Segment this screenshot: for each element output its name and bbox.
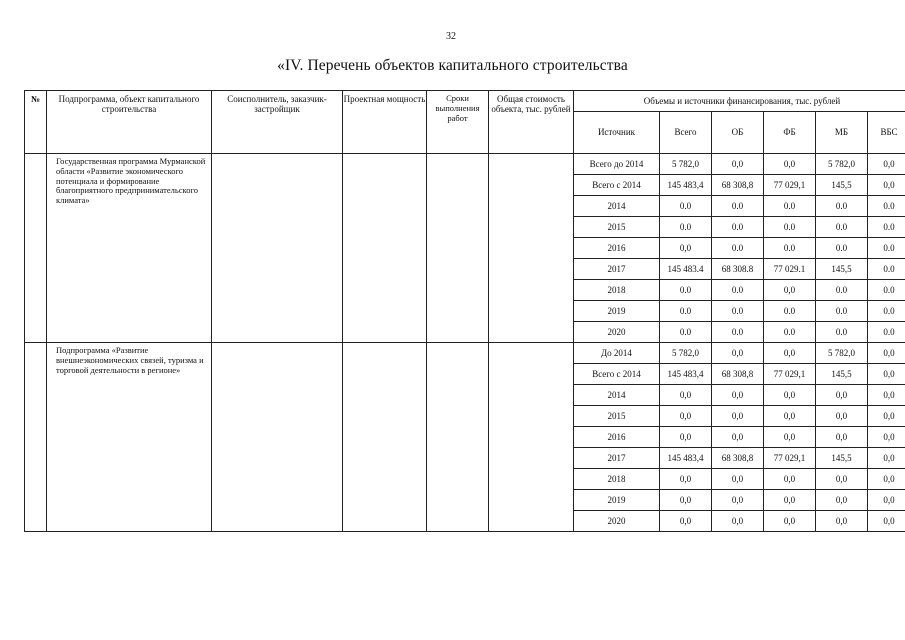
total-cell: 145 483,4 (660, 175, 712, 196)
subheader-vbs: ВБС (868, 112, 905, 154)
header-num: № (25, 91, 47, 154)
vbs-cell: 0.0 (868, 259, 905, 280)
header-capacity: Проектная мощность (343, 91, 427, 154)
row-number-cell (25, 154, 47, 343)
vbs-cell: 0,0 (868, 490, 905, 511)
header-executor: Соисполнитель, заказчик-застройщик (212, 91, 343, 154)
vbs-cell: 0,0 (868, 175, 905, 196)
ob-cell: 0.0 (712, 238, 764, 259)
total-cell: 0.0 (660, 196, 712, 217)
source-cell: 2019 (574, 301, 660, 322)
fb-cell: 0,0 (764, 385, 816, 406)
fb-cell: 0,0 (764, 490, 816, 511)
total-cell: 0.0 (660, 217, 712, 238)
fb-cell: 0,0 (764, 469, 816, 490)
header-total-cost: Общая стоимость объекта, тыс. рублей (489, 91, 574, 154)
vbs-cell: 0.0 (868, 301, 905, 322)
ob-cell: 68 308,8 (712, 364, 764, 385)
ob-cell: 0,0 (712, 511, 764, 532)
total-cell: 145 483.4 (660, 259, 712, 280)
total-cell: 0.0 (660, 280, 712, 301)
mb-cell: 0.0 (816, 196, 868, 217)
capacity-cell (343, 343, 427, 532)
subheader-mb: МБ (816, 112, 868, 154)
total-cell: 0.0 (660, 322, 712, 343)
fb-cell: 0.0 (764, 301, 816, 322)
subheader-ob: ОБ (712, 112, 764, 154)
source-cell: 2018 (574, 280, 660, 301)
ob-cell: 0.0 (712, 217, 764, 238)
total-cell: 145 483,4 (660, 364, 712, 385)
ob-cell: 0,0 (712, 154, 764, 175)
fb-cell: 0,0 (764, 406, 816, 427)
source-cell: 2017 (574, 448, 660, 469)
fb-cell: 77 029,1 (764, 448, 816, 469)
header-terms: Сроки выполнения работ (427, 91, 489, 154)
vbs-cell: 0,0 (868, 448, 905, 469)
ob-cell: 68 308,8 (712, 175, 764, 196)
source-cell: 2016 (574, 427, 660, 448)
source-cell: Всего с 2014 (574, 364, 660, 385)
header-program: Подпрограмма, объект капитального строительства (47, 91, 212, 154)
table-row (25, 154, 905, 175)
fb-cell: 0,0 (764, 427, 816, 448)
ob-cell: 0,0 (712, 427, 764, 448)
fb-cell: 0.0 (764, 217, 816, 238)
mb-cell: 0,0 (816, 406, 868, 427)
vbs-cell: 0,0 (868, 154, 905, 175)
row-number-cell (25, 343, 47, 532)
mb-cell: 0.0 (816, 280, 868, 301)
fb-cell: 0.0 (764, 238, 816, 259)
ob-cell: 0,0 (712, 385, 764, 406)
ob-cell: 0.0 (712, 280, 764, 301)
mb-cell: 0.0 (816, 217, 868, 238)
header-row (25, 91, 905, 112)
subheader-fb: ФБ (764, 112, 816, 154)
executor-cell (212, 154, 343, 343)
mb-cell: 0,0 (816, 469, 868, 490)
vbs-cell: 0.0 (868, 238, 905, 259)
terms-cell (427, 154, 489, 343)
table-row (25, 343, 905, 364)
mb-cell: 5 782,0 (816, 343, 868, 364)
total-cell: 0,0 (660, 238, 712, 259)
vbs-cell: 0,0 (868, 469, 905, 490)
source-cell: 2015 (574, 217, 660, 238)
page-title: «IV. Перечень объектов капитального строительства (277, 57, 628, 74)
fb-cell: 0,0 (764, 343, 816, 364)
ob-cell: 0.0 (712, 301, 764, 322)
ob-cell: 0,0 (712, 406, 764, 427)
page-number: 32 (446, 31, 456, 42)
mb-cell: 145,5 (816, 364, 868, 385)
total-cell: 145 483,4 (660, 448, 712, 469)
mb-cell: 145,5 (816, 259, 868, 280)
mb-cell: 145,5 (816, 175, 868, 196)
vbs-cell: 0.0 (868, 196, 905, 217)
fb-cell: 0,0 (764, 511, 816, 532)
mb-cell: 0.0 (816, 238, 868, 259)
source-cell: 2016 (574, 238, 660, 259)
capital-construction-table (24, 90, 905, 532)
total-cell: 5 782,0 (660, 154, 712, 175)
terms-cell (427, 343, 489, 532)
ob-cell: 0,0 (712, 343, 764, 364)
total-cell: 0,0 (660, 469, 712, 490)
ob-cell: 0.0 (712, 322, 764, 343)
total-cell: 5 782,0 (660, 343, 712, 364)
vbs-cell: 0,0 (868, 406, 905, 427)
ob-cell: 68 308,8 (712, 448, 764, 469)
header-financing: Объемы и источники финансирования, тыс. рублей (574, 91, 905, 112)
mb-cell: 0.0 (816, 301, 868, 322)
total-cell: 0.0 (660, 301, 712, 322)
source-cell: 2014 (574, 196, 660, 217)
vbs-cell: 0.0 (868, 322, 905, 343)
total-cell: 0,0 (660, 511, 712, 532)
source-cell: 2014 (574, 385, 660, 406)
source-cell: 2019 (574, 490, 660, 511)
vbs-cell: 0.0 (868, 280, 905, 301)
source-cell: 2015 (574, 406, 660, 427)
fb-cell: 77 029,1 (764, 364, 816, 385)
mb-cell: 145,5 (816, 448, 868, 469)
fb-cell: 77 029.1 (764, 259, 816, 280)
mb-cell: 0,0 (816, 490, 868, 511)
source-cell: 2018 (574, 469, 660, 490)
vbs-cell: 0.0 (868, 217, 905, 238)
total-cell: 0,0 (660, 385, 712, 406)
total-cell: 0,0 (660, 427, 712, 448)
vbs-cell: 0,0 (868, 364, 905, 385)
source-cell: 2017 (574, 259, 660, 280)
fb-cell: 0.0 (764, 322, 816, 343)
executor-cell (212, 343, 343, 532)
subheader-source: Источник (574, 112, 660, 154)
mb-cell: 5 782,0 (816, 154, 868, 175)
vbs-cell: 0,0 (868, 343, 905, 364)
source-cell: До 2014 (574, 343, 660, 364)
total-cell: 0,0 (660, 490, 712, 511)
source-cell: Всего до 2014 (574, 154, 660, 175)
total-cost-cell (489, 343, 574, 532)
fb-cell: 77 029,1 (764, 175, 816, 196)
source-cell: 2020 (574, 322, 660, 343)
fb-cell: 0.0 (764, 196, 816, 217)
mb-cell: 0,0 (816, 511, 868, 532)
source-cell: 2020 (574, 511, 660, 532)
ob-cell: 0,0 (712, 490, 764, 511)
subheader-total: Всего (660, 112, 712, 154)
total-cell: 0,0 (660, 406, 712, 427)
source-cell: Всего с 2014 (574, 175, 660, 196)
mb-cell: 0,0 (816, 385, 868, 406)
mb-cell: 0,0 (816, 427, 868, 448)
ob-cell: 68 308.8 (712, 259, 764, 280)
vbs-cell: 0,0 (868, 427, 905, 448)
fb-cell: 0,0 (764, 280, 816, 301)
fb-cell: 0,0 (764, 154, 816, 175)
total-cost-cell (489, 154, 574, 343)
program-name-cell: Подпрограмма «Развитие внешнеэкономических связей, туризма и торговой деятельности в регионе» (47, 343, 212, 532)
mb-cell: 0.0 (816, 322, 868, 343)
vbs-cell: 0,0 (868, 511, 905, 532)
capacity-cell (343, 154, 427, 343)
ob-cell: 0.0 (712, 196, 764, 217)
program-name-cell: Государственная программа Мурманской области «Развитие экономического потенциала и формирование благоприятного предпринимательского климата» (47, 154, 212, 343)
table-body (25, 154, 905, 532)
ob-cell: 0,0 (712, 469, 764, 490)
vbs-cell: 0,0 (868, 385, 905, 406)
